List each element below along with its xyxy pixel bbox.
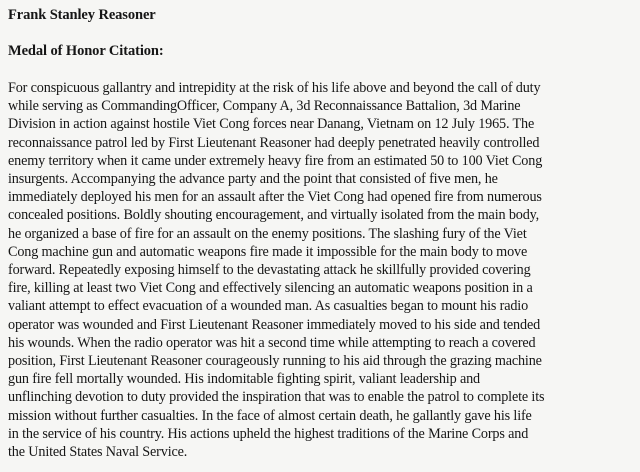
citation-line: concealed positions. Boldly shouting encouragement, and virtually isolated from the main body, (8, 207, 540, 224)
citation-line: valiant attempt to effect evacuation of a wounded man. As casualties began to mount his radio (8, 298, 529, 315)
citation-line: fire, killing at least two Viet Cong and effectively silencing an automatic weapons position in a (8, 280, 533, 297)
citation-line: reconnaissance patrol led by First Lieutenant Reasoner had deeply penetrated heavily controlled (8, 134, 540, 151)
citation-line: while serving as CommandingOfficer, Company A, 3d Reconnaissance Battalion, 3d Marine (8, 98, 521, 115)
citation-line: gun fire fell mortally wounded. His indomitable fighting spirit, valiant leadership and (8, 371, 480, 388)
citation-title: Medal of Honor Citation: (8, 43, 164, 59)
citation-line: the United States Naval Service. (8, 444, 188, 461)
citation-line: operator was wounded and First Lieutenant Reasoner immediately moved to his side and tended (8, 316, 541, 333)
citation-line: enemy territory when it came under extremely heavy fire from an estimated 50 to 100 Viet Cong (8, 152, 543, 169)
citation-line: For conspicuous gallantry and intrepidity at the risk of his life above and beyond the call of duty (8, 80, 541, 96)
citation-body (8, 79, 634, 461)
citation-line: unflinching devotion to duty provided the inspiration that was to enable the patrol to complete its (8, 389, 545, 406)
citation-line: mission without further casualties. In the face of almost certain death, he gallantly gave his life (8, 407, 532, 424)
citation-line: immediately deployed his men for an assault after the Viet Cong had opened fire from numerous (8, 189, 542, 206)
citation-line: in the service of his country. His actions upheld the highest traditions of the Marine Corps and (8, 425, 529, 442)
citation-line: position, First Lieutenant Reasoner courageously running to his aid through the grazing machine (8, 353, 542, 370)
citation-line: his wounds. When the radio operator was hit a second time while attempting to reach a covered (8, 334, 536, 351)
citation-line: Cong machine gun and automatic weapons fire made it impossible for the main body to move (8, 243, 528, 260)
citation-line: forward. Repeatedly exposing himself to the devastating attack he skillfully provided covering (8, 262, 531, 279)
citation-line: Division in action against hostile Viet Cong forces near Danang, Vietnam on 12 July 1965. The (8, 116, 535, 133)
citation-line: he organized a base of fire for an assault on the enemy positions. The slashing fury of the Viet (8, 225, 527, 242)
recipient-name: Frank Stanley Reasoner (8, 7, 156, 23)
citation-line: insurgents. Accompanying the advance party and the point that consisted of five men, he (8, 171, 498, 188)
